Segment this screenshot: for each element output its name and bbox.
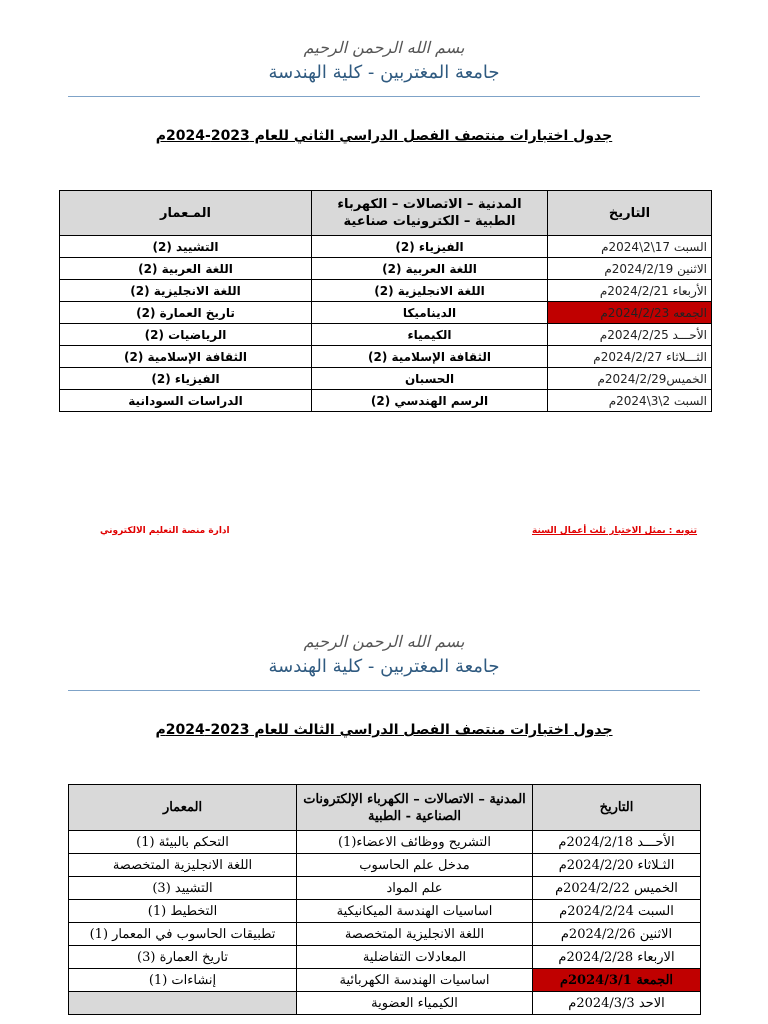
table-row <box>69 854 701 877</box>
architecture-subject: الرياضيات (2) <box>60 324 312 346</box>
note-elearning-admin: ادارة منصة التعليم الالكتروني <box>100 526 230 536</box>
table-row <box>69 946 701 969</box>
table-row <box>69 969 701 992</box>
engineering-subject: علم المواد <box>297 877 533 900</box>
date-cell: الثـلاثاء 2024/2/20م <box>533 854 701 877</box>
date-cell: الأحـــد 2024/2/25م <box>548 324 712 346</box>
engineering-subject: الديناميكا <box>312 302 548 324</box>
architecture-subject: التحكم بالبيئة (1) <box>69 831 297 854</box>
header-engineering: المدنية – الاتصالات – الكهرباء الإلكترونات الصناعية - الطبية <box>297 785 533 831</box>
table-header-row <box>60 191 712 236</box>
engineering-subject: الفيزياء (2) <box>312 236 548 258</box>
schedule-title: جدول اختبارات منتصف الفصل الدراسي الثالث للعام 2023-2024م <box>155 722 613 738</box>
header-date: التاريخ <box>533 785 701 831</box>
header-architecture: المعمار <box>69 785 297 831</box>
date-cell: الأحـــد 2024/2/18م <box>533 831 701 854</box>
engineering-subject: الكيمياء <box>312 324 548 346</box>
engineering-subject: المعادلات التفاضلية <box>297 946 533 969</box>
table-row <box>60 258 712 280</box>
engineering-subject: الثقافة الإسلامية (2) <box>312 346 548 368</box>
engineering-subject: الرسم الهندسي (2) <box>312 390 548 412</box>
date-cell: الاربعاء 2024/2/28م <box>533 946 701 969</box>
header-engineering: المدنية – الاتصالات – الكهرباء الطبية – الكترونيات صناعية <box>312 191 548 236</box>
date-cell: الأربعاء 2024/2/21م <box>548 280 712 302</box>
table-row <box>60 368 712 390</box>
note-exam-weight: تنويه : يمثل الاختبار ثلث أعمال السنة <box>532 526 698 536</box>
architecture-subject: الثقافة الإسلامية (2) <box>60 346 312 368</box>
exam-schedule-table <box>59 190 712 412</box>
date-cell: السبت 2024/2/24م <box>533 900 701 923</box>
architecture-subject: تاريخ العمارة (2) <box>60 302 312 324</box>
basmala-calligraphy: بسم الله الرحمن الرحيم <box>303 38 465 57</box>
table-row <box>69 900 701 923</box>
date-cell: الخميس2024/2/29م <box>548 368 712 390</box>
architecture-subject: اللغة الانجليزية (2) <box>60 280 312 302</box>
engineering-subject: الحسبان <box>312 368 548 390</box>
architecture-subject: اللغة العربية (2) <box>60 258 312 280</box>
architecture-subject: التشييد (2) <box>60 236 312 258</box>
engineering-subject: اساسيات الهندسة الميكانيكية <box>297 900 533 923</box>
header-divider <box>68 96 700 97</box>
architecture-subject-empty <box>69 992 297 1015</box>
architecture-subject: اللغة الانجليزية المتخصصة <box>69 854 297 877</box>
header-architecture: المـعمار <box>60 191 312 236</box>
date-cell: الاثنين 2024/2/19م <box>548 258 712 280</box>
architecture-subject: إنشاءات (1) <box>69 969 297 992</box>
table-row <box>60 346 712 368</box>
table-row <box>69 923 701 946</box>
table-row <box>60 324 712 346</box>
engineering-subject: اللغة الانجليزية (2) <box>312 280 548 302</box>
table-row <box>60 236 712 258</box>
engineering-subject: الكيمياء العضوية <box>297 992 533 1015</box>
date-cell: الاثنين 2024/2/26م <box>533 923 701 946</box>
date-cell: السبت 17\2\2024م <box>548 236 712 258</box>
architecture-subject: الفيزياء (2) <box>60 368 312 390</box>
engineering-subject: مدخل علم الحاسوب <box>297 854 533 877</box>
table-row <box>69 831 701 854</box>
architecture-subject: التخطيط (1) <box>69 900 297 923</box>
engineering-subject: اللغة الانجليزية المتخصصة <box>297 923 533 946</box>
university-title: جامعة المغتربين - كلية الهندسة <box>268 656 500 677</box>
engineering-subject: اساسيات الهندسة الكهربائية <box>297 969 533 992</box>
table-row <box>60 302 712 324</box>
exam-schedule-table <box>68 784 701 1015</box>
architecture-subject: تاريخ العمارة (3) <box>69 946 297 969</box>
date-cell: الاحد 2024/3/3م <box>533 992 701 1015</box>
date-cell-highlighted: الجمعة 2024/3/1م <box>533 969 701 992</box>
date-cell: الثـــلاثاء 2024/2/27م <box>548 346 712 368</box>
date-cell: السبت 2\3\2024م <box>548 390 712 412</box>
table-row <box>69 992 701 1015</box>
table-header-row <box>69 785 701 831</box>
header-date: التاريخ <box>548 191 712 236</box>
table-row <box>60 280 712 302</box>
basmala-calligraphy: بسم الله الرحمن الرحيم <box>303 632 465 651</box>
architecture-subject: التشييد (3) <box>69 877 297 900</box>
engineering-subject: التشريح ووظائف الاعضاء(1) <box>297 831 533 854</box>
engineering-subject: اللغة العربية (2) <box>312 258 548 280</box>
table-row <box>60 390 712 412</box>
schedule-title: جدول اختبارات منتصف الفصل الدراسي الثاني للعام 2023-2024م <box>155 128 613 144</box>
date-cell-highlighted: الجمعه 2024/2/23م <box>548 302 712 324</box>
header-divider <box>68 690 700 691</box>
university-title: جامعة المغتربين - كلية الهندسة <box>268 62 500 83</box>
date-cell: الخميس 2024/2/22م <box>533 877 701 900</box>
architecture-subject: الدراسات السودانية <box>60 390 312 412</box>
architecture-subject: تطبيقات الحاسوب في المعمار (1) <box>69 923 297 946</box>
table-row <box>69 877 701 900</box>
